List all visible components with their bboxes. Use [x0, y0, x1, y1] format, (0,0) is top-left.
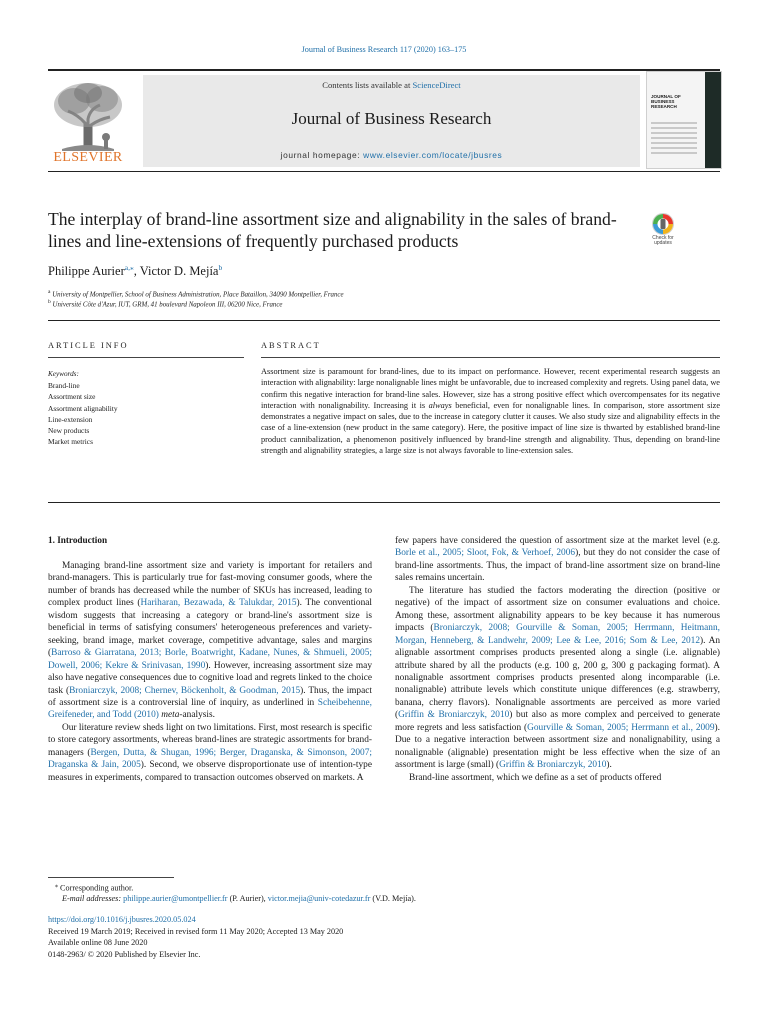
journal-citation[interactable]: Journal of Business Research 117 (2020) 163–175	[301, 45, 467, 54]
available-online: Available online 08 June 2020	[48, 938, 148, 948]
abstract-bottom-rule	[48, 502, 720, 503]
author-affiliation-marks[interactable]: a,⁎	[124, 263, 134, 272]
crossmark-icon	[646, 212, 680, 236]
email-link[interactable]: victor.mejia@univ-cotedazur.fr	[267, 894, 371, 903]
article-info-rule	[48, 357, 244, 358]
text-run: The literature has studied the factors moderating the direction (positive or negative) of the impact of assortment size on consumer evaluations and choice. Among these, assortment alignability appears to be key because it has numerous impacts (	[395, 585, 720, 634]
text-run: ). The conventional wisdom suggests that increasing a category or brand-line's assortment size is beneficial in terms of satisfying consumers' heterogeneous preferences and variety-seeking, brand image, market coverage, competitive advantage, sales and margins (	[48, 598, 372, 659]
text-run: -analysis.	[179, 710, 215, 721]
email-label: E-mail addresses:	[62, 894, 122, 903]
contents-line	[143, 80, 640, 90]
text-run: ).	[606, 760, 612, 771]
keyword-item: Line-extension	[48, 414, 93, 424]
keyword-item: Market metrics	[48, 437, 93, 447]
text-run: Our literature review sheds light on two limitations. First, most research is specific to store category assortments, whereas brand-lines are strategic assortments for brand-managers (	[48, 722, 372, 758]
text-run: ). An alignable assortment comprises products presented along a single (i.e. alignable) attribute shared by all the products (e.g. 100 g, 200 g, 300 g packaging format). A nonalignable assortment comprises products presented along incomparable (i.e. nonalignable) attribute levels which constitute unique differences (e.g. strawberry, banana, cherry flavors). Nonalignable assortments are perceived as more varied (	[395, 635, 720, 721]
text-emphasis: meta	[161, 710, 180, 721]
abstract-heading: ABSTRACT	[261, 341, 321, 350]
cover-photo-strip	[705, 72, 721, 168]
email-owner: (P. Aurier),	[227, 894, 268, 903]
article-history	[48, 914, 343, 961]
author-list: Philippe Aurier$^{a,⁎}$, Victor D. Mejía$^b$	[48, 263, 223, 279]
cover-title: JOURNAL OF BUSINESS RESEARCH	[651, 94, 681, 109]
affiliation-text: University of Montpellier, School of Business Administration, Place Bataillon, 34090 Montpellier, France	[52, 291, 344, 299]
homepage-link[interactable]: www.elsevier.com/locate/jbusres	[363, 150, 503, 160]
header-bottom-rule	[48, 171, 720, 172]
keywords-list	[48, 380, 118, 448]
reference-link[interactable]: Borle et al., 2005; Sloot, Fok, & Verhoef, 2006	[395, 548, 576, 559]
keyword-item: New products	[48, 426, 90, 436]
abstract-part: Assortment size is paramount for brand-lines, due to its impact on performance. However, recent experimental research suggests an interaction with alignability: large nonalignable lines might be unfavorable, due to increased complexity and regrets. Using panel data, we confirm this negative interaction for brand-line sales. However, size has a strong positive effect which overcompensates for its negative interaction with nonalignability. Increasing it is	[261, 367, 720, 410]
reference-link[interactable]: Griffin & Broniarczyk, 2010	[398, 710, 510, 721]
affiliation-mark: a	[48, 289, 51, 295]
paragraph	[395, 535, 720, 585]
title-block-rule	[48, 320, 720, 321]
footnote-text: Corresponding author.	[60, 883, 134, 893]
author-affiliation-marks[interactable]: b	[218, 263, 223, 272]
journal-cover-thumbnail[interactable]	[646, 71, 722, 169]
doi-link[interactable]: https://doi.org/10.1016/j.jbusres.2020.05.024	[48, 915, 196, 924]
paragraph	[48, 560, 372, 722]
introduction-heading: 1. Introduction	[48, 535, 108, 545]
footnote-rule	[48, 877, 174, 878]
abstract-text	[261, 366, 720, 456]
elsevier-wordmark: ELSEVIER	[53, 150, 123, 165]
corresponding-author-note: ⁎ Corresponding author.	[55, 883, 134, 893]
check-for-updates-badge[interactable]	[646, 212, 680, 250]
journal-homepage	[143, 150, 640, 160]
keyword-item: Brand-line	[48, 381, 80, 390]
contents-prefix: Contents lists available at	[322, 80, 413, 90]
article-title: The interplay of brand-line assortment size and alignability in the sales of brand-lines and line-extensions of frequently purchased products	[48, 209, 617, 251]
text-run: ). Second, we observe disproportionate use of intention-type measures in experiments, compared to transaction outcomes observed on markets. A	[48, 760, 372, 783]
text-run: ). Due to a negative interaction between assortment size and nonalignability, using a nonalignable (alignable) presentation might be less effective when the size of an assortment is large (small) (	[395, 722, 720, 771]
reference-link[interactable]: Gourville & Soman, 2005; Herrmann et al., 2009	[527, 722, 715, 733]
paragraph	[48, 722, 372, 784]
journal-title: Journal of Business Research	[291, 109, 492, 128]
check-for-updates-label: Check for updates	[652, 235, 674, 247]
reference-link[interactable]: Broniarczyk, 2008; Gourville & Soman, 2005; Herrmann, Heitmann, Morgan, Henneberg, & Landwehr, 2009; Lee & Lee, 2016; Som & Lee, 2012	[395, 623, 720, 646]
keyword-item: Assortment alignability	[48, 403, 118, 413]
homepage-prefix: journal homepage:	[280, 150, 364, 160]
body-column-left	[48, 560, 372, 784]
sciencedirect-link[interactable]: ScienceDirect	[412, 80, 461, 90]
affiliation-a	[48, 289, 344, 298]
paragraph: Brand-line assortment, which we define as a set of products offered	[409, 772, 662, 783]
reference-link[interactable]: Griffin & Broniarczyk, 2010	[499, 760, 607, 771]
reference-link[interactable]: Broniarczyk, 2008; Chernev, Böckenholt, & Goodman, 2015	[69, 685, 301, 696]
keywords-label: Keywords:	[48, 370, 79, 378]
text-run: few papers have considered the question of assortment size at the market level (e.g.	[395, 536, 720, 546]
body-column-right	[395, 535, 720, 784]
reference-link[interactable]: Bergen, Dutta, & Shugan, 1996; Berger, Draganska, & Simonson, 2007; Draganska & Jain, 2005	[48, 747, 372, 771]
affiliation-text: Université Côte d'Azur, IUT, GRM, 41 boulevard Napoleon III, 06200 Nice, France	[52, 301, 283, 309]
paragraph	[395, 585, 720, 772]
abstract-emphasis: always	[428, 400, 452, 410]
author-name[interactable]: Victor D. Mejía	[139, 264, 219, 279]
email-owner: (V.D. Mejía).	[370, 894, 416, 903]
text-run: ). Thus, the impact of assortment size is a controversial line of inquiry, as underlined in	[48, 685, 372, 708]
reference-link[interactable]: Hariharan, Bezawada, & Talukdar, 2015	[140, 598, 297, 609]
affiliation-mark: b	[48, 299, 51, 305]
abstract-rule	[261, 357, 720, 358]
abstract-part: beneficial, even for nonalignable lines. In comparison, store assortment size demonstrates a negative impact on sales, due to the increase in category clutter it causes. We also study size and alignability effects in the case of a line-extension (new product in the same category). Here, the positive impact of line size is thwarted by established brand-line product cannibalization, a phenomenon positively influenced by brand-line strength and alignability. Thus, depending on brand-line strength and alignability strategies, a large size is not always favorable to line-extension sales.	[261, 400, 721, 456]
keyword-item: Assortment size	[48, 392, 96, 402]
affiliation-b	[48, 299, 282, 308]
text-run: ). However, increasing assortment size may also have negative consequences due to cognitive load and regrets linked to the choice task (	[48, 660, 373, 696]
text-run: ), but they do not consider the case of brand-line assortments. Thus, the impact of brand-line assortment size on brand-line sales remains uncertain.	[395, 548, 720, 584]
reference-link[interactable]: Barroso & Giarratana, 2013; Borle, Boatwright, Kadane, Nunes, & Shmueli, 2005; Dowell, 2006; Kekre & Srinivasan, 1990	[48, 648, 372, 671]
author-name[interactable]: Philippe Aurier	[48, 264, 125, 279]
cover-text-lines	[651, 122, 697, 157]
text-run: Managing brand-line assortment size and variety is important for retailers and brand-managers. This is particularly true for fast-moving consumer goods, where the number of brands has decreased while the number of SKUs has increased, leading to complex product lines (	[48, 561, 372, 609]
text-run: ) but also as more complex and perceived to generate more regrets and less satisfaction (	[395, 710, 720, 733]
email-footnote	[62, 893, 416, 905]
article-info-heading: ARTICLE INFO	[48, 341, 129, 350]
header-top-rule	[48, 69, 720, 71]
reference-link[interactable]: Scheibehenne, Greifeneder, and Todd (2010)	[48, 697, 372, 721]
received-dates: Received 19 March 2019; Received in revised form 11 May 2020; Accepted 13 May 2020	[48, 926, 344, 936]
copyright-line: 0148-2963/ © 2020 Published by Elsevier Inc.	[48, 950, 201, 960]
email-link[interactable]: philippe.aurier@umontpellier.fr	[123, 894, 228, 903]
